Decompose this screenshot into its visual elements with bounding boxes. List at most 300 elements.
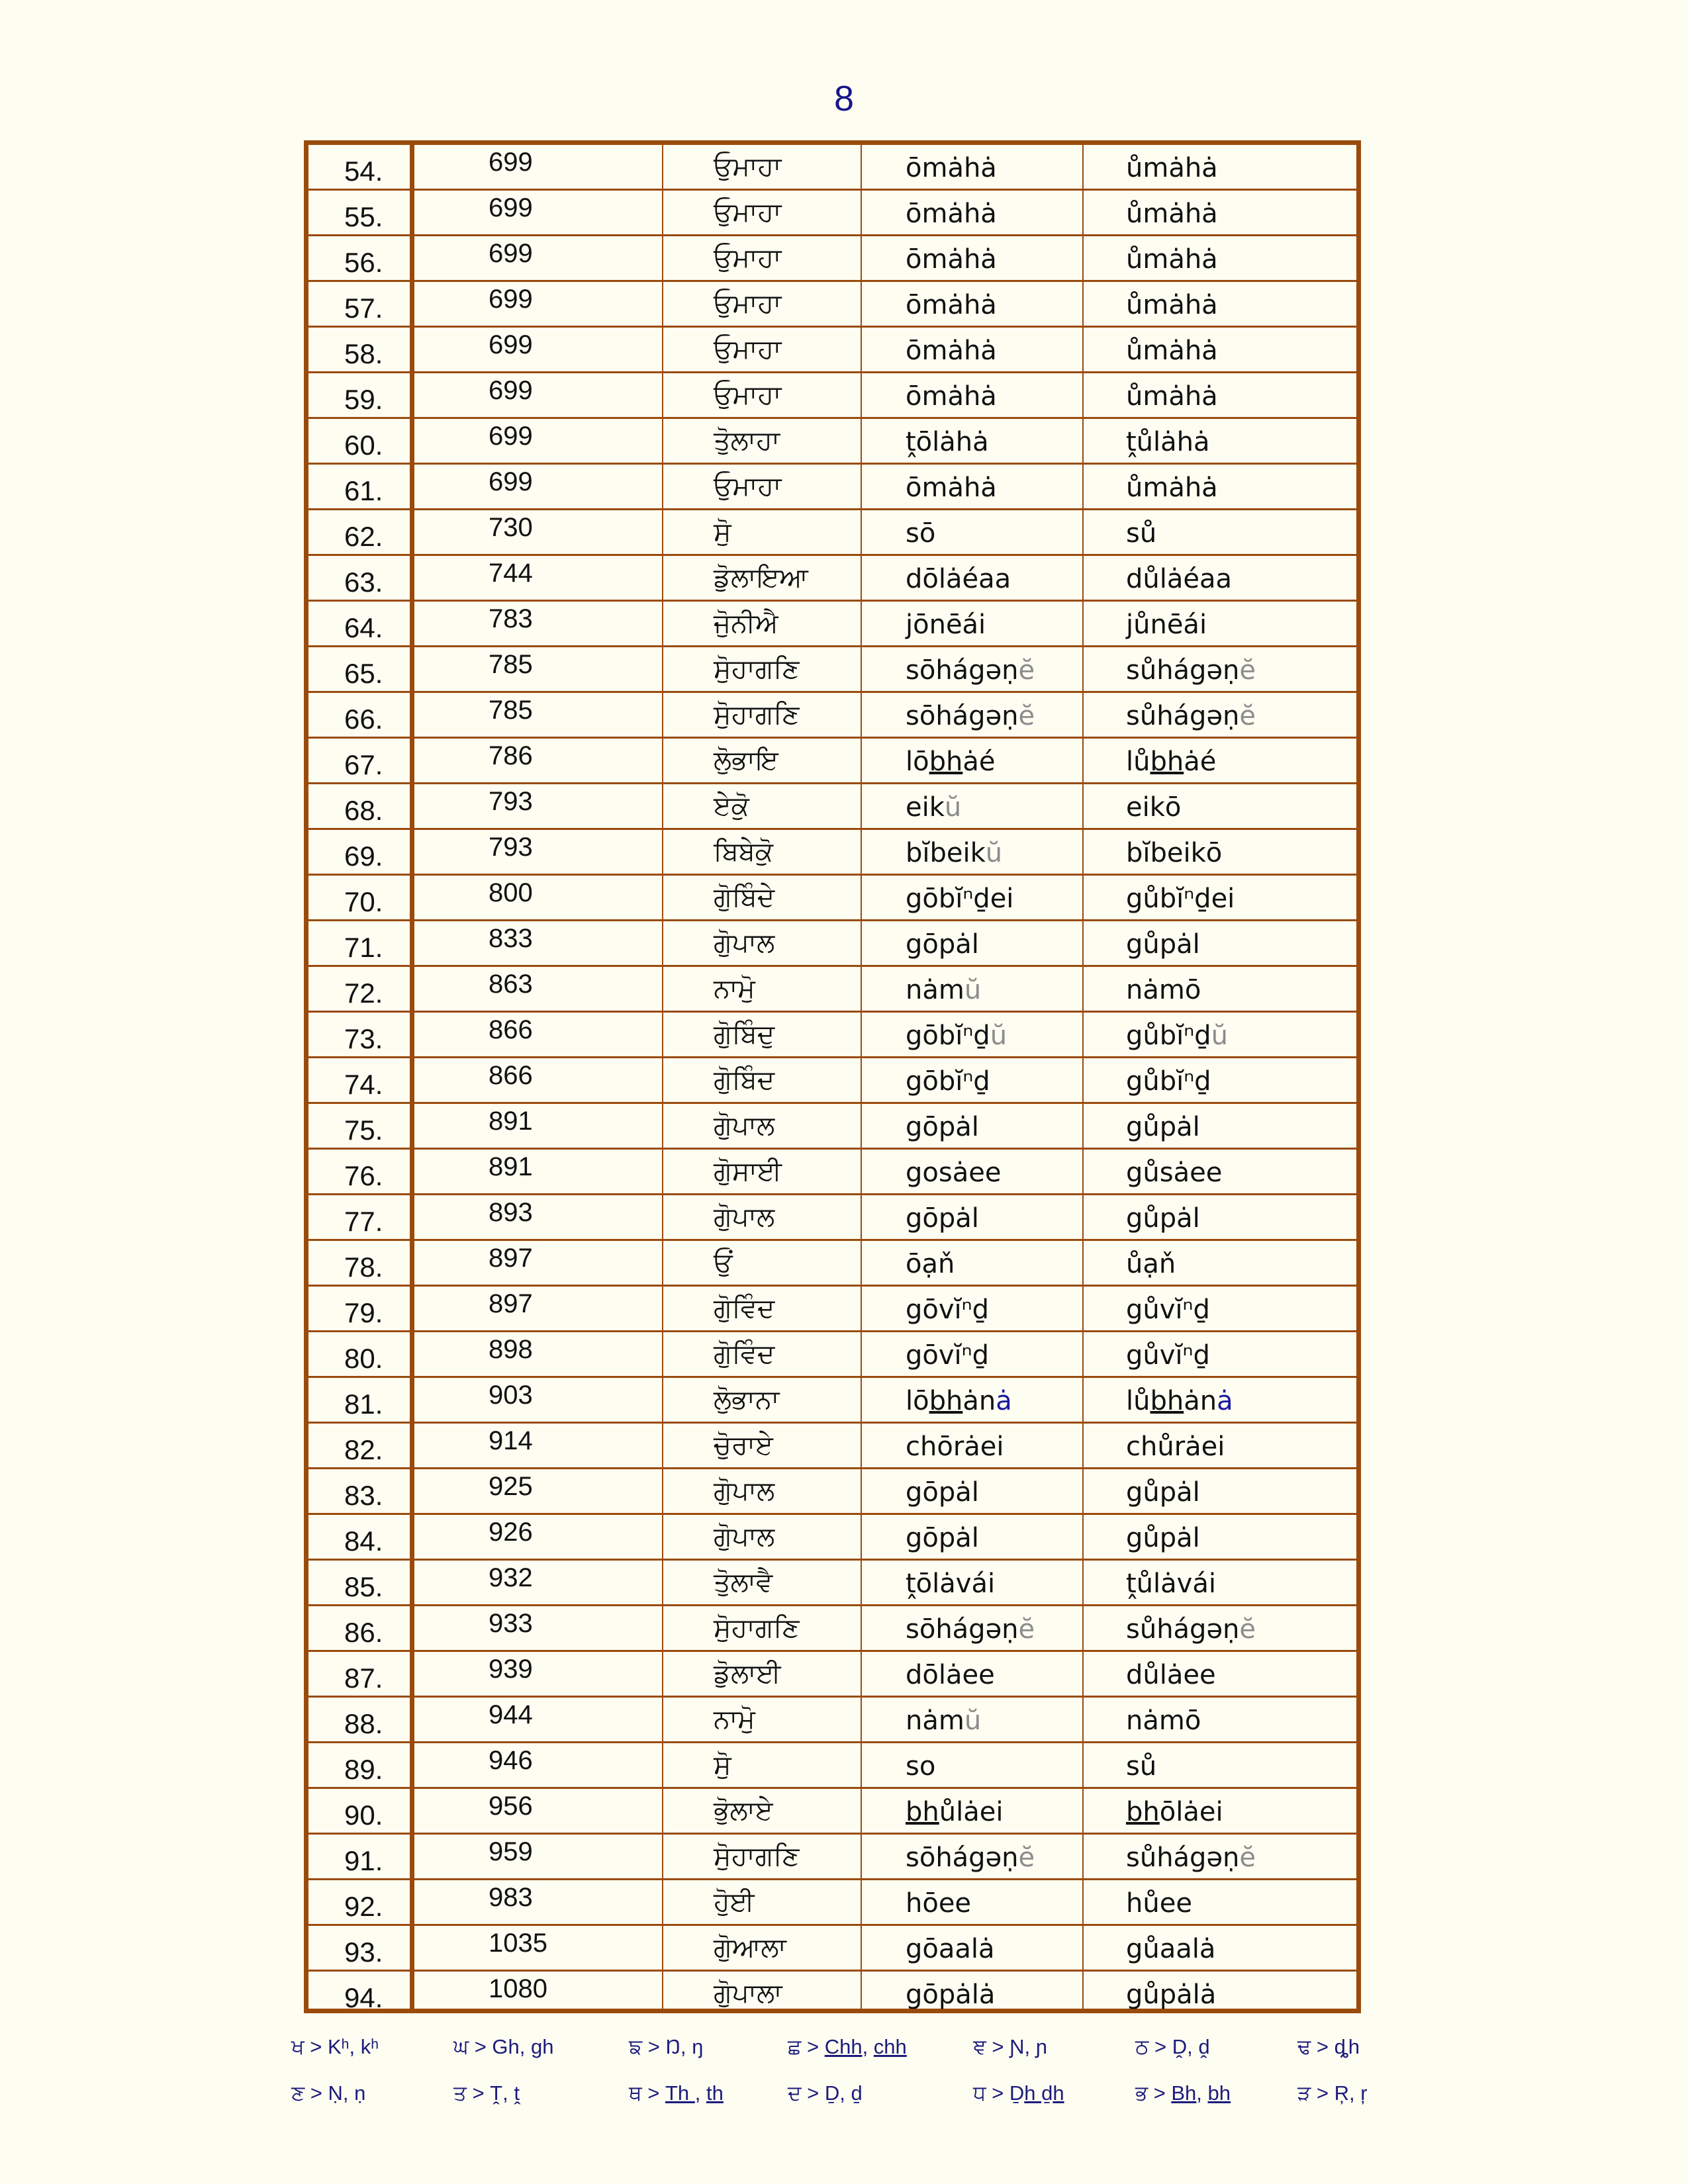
text-segment: sōhágəṇ	[906, 1614, 1019, 1645]
gurmukhi-word: ਓੁਮਾਹਾ	[663, 236, 862, 280]
page-reference: 914	[414, 1424, 663, 1467]
gurmukhi-word: ਜੋੁਨੀਐ	[663, 602, 862, 645]
gurmukhi-word: ਗੋੁਪਾਲਾ	[663, 1972, 862, 2009]
serial-number: 67.	[308, 739, 414, 782]
text-segment: ōlȧei	[1159, 1797, 1223, 1827]
page-reference: 783	[414, 602, 663, 645]
gurmukhi-word: ਸੋੁਹਾਗਣਿ	[663, 647, 862, 691]
serial-number: 68.	[308, 784, 414, 828]
gurmukhi-word: ਗੋੁਆਲਾ	[663, 1926, 862, 1970]
text-segment: ŭ	[944, 792, 962, 823]
gurmukhi-word: ਡੋੁਲਾਈ	[663, 1652, 862, 1696]
text-segment: ōmȧhȧ	[906, 381, 997, 412]
page-reference: 699	[414, 145, 663, 189]
text-segment: so	[906, 1751, 936, 1782]
serial-number: 86.	[308, 1606, 414, 1650]
transliteration-alternate	[1084, 1835, 1356, 1878]
text-segment: dōlȧéaa	[906, 564, 1011, 594]
gurmukhi-word: ਚੋੁਰਾਏ	[663, 1424, 862, 1467]
text-segment: bh	[906, 1797, 939, 1827]
text-segment: hůee	[1126, 1888, 1192, 1919]
legend-item	[1297, 2035, 1360, 2060]
legend-gurmukhi: ਛ	[788, 2035, 802, 2058]
text-segment: gůpȧl	[1126, 1477, 1200, 1508]
transliteration-primary	[862, 465, 1084, 508]
table-row	[308, 784, 1356, 830]
transliteration-alternate	[1084, 1195, 1356, 1239]
page-reference: 1080	[414, 1972, 663, 2009]
table-row	[308, 282, 1356, 328]
table-row	[308, 373, 1356, 419]
transliteration-primary	[862, 1195, 1084, 1239]
text-segment: gůbĭⁿḏei	[1126, 884, 1235, 914]
legend-gurmukhi: ਣ	[291, 2081, 305, 2105]
transliteration-alternate	[1084, 1652, 1356, 1696]
serial-number: 56.	[308, 236, 414, 280]
serial-number: 57.	[308, 282, 414, 326]
serial-number: 89.	[308, 1743, 414, 1787]
text-segment: lů	[1126, 747, 1150, 777]
page-reference: 898	[414, 1332, 663, 1376]
table-row	[308, 1150, 1356, 1195]
text-segment: lů	[1126, 1386, 1150, 1416]
gurmukhi-word: ਤੋੁਲਾਵੈ	[663, 1561, 862, 1604]
table-row	[308, 1743, 1356, 1789]
transliteration-primary	[862, 328, 1084, 371]
page-reference: 891	[414, 1150, 663, 1193]
transliteration-primary	[862, 1287, 1084, 1330]
legend-gurmukhi: ਘ	[453, 2035, 469, 2058]
text-segment: ĕ	[1239, 1843, 1256, 1873]
gurmukhi-word: ਓੁਮਾਹਾ	[663, 145, 862, 189]
transliteration-primary	[862, 236, 1084, 280]
gurmukhi-word: ਗੋੁਬਿੰਦੇ	[663, 876, 862, 919]
transliteration-primary	[862, 1835, 1084, 1878]
text-segment: h	[1053, 2081, 1064, 2105]
transliteration-primary	[862, 1789, 1084, 1833]
transliteration-primary	[862, 1332, 1084, 1376]
page-reference: 785	[414, 693, 663, 737]
transliteration-primary	[862, 1378, 1084, 1422]
legend-gurmukhi: ਞ	[973, 2035, 986, 2058]
transliteration-alternate	[1084, 1606, 1356, 1650]
page-reference: 699	[414, 419, 663, 463]
text-segment: sōhágəṇ	[906, 655, 1019, 686]
page-reference: 793	[414, 830, 663, 874]
serial-number: 94.	[308, 1972, 414, 2009]
transliteration-alternate	[1084, 1332, 1356, 1376]
text-segment: gůbĭⁿḏ	[1126, 1021, 1211, 1051]
text-segment: sō	[906, 518, 936, 549]
table-row	[308, 1104, 1356, 1150]
legend-item	[973, 2035, 1047, 2060]
table-row	[308, 1835, 1356, 1880]
gurmukhi-word: ਨਾਮੋੁ	[663, 1698, 862, 1741]
serial-number: 60.	[308, 419, 414, 463]
text-segment: sůhágəṇ	[1126, 655, 1240, 686]
transliteration-alternate	[1084, 282, 1356, 326]
text-segment: ůlȧei	[939, 1797, 1004, 1827]
transliteration-primary	[862, 1880, 1084, 1924]
text-segment: ĕ	[1239, 655, 1256, 686]
text-segment: gůpȧl	[1126, 1203, 1200, 1234]
transliteration-primary	[862, 1652, 1084, 1696]
transliteration-primary	[862, 876, 1084, 919]
text-segment: důlȧéaa	[1126, 564, 1232, 594]
page-reference: 939	[414, 1652, 663, 1696]
text-segment: sů	[1126, 1751, 1157, 1782]
transliteration-alternate	[1084, 1515, 1356, 1559]
text-segment: ,	[694, 2081, 707, 2105]
text-segment: gōpȧl	[906, 1203, 979, 1234]
transliteration-alternate	[1084, 784, 1356, 828]
serial-number: 93.	[308, 1926, 414, 1970]
text-segment: gůpȧlȧ	[1126, 1979, 1217, 2010]
text-segment: > Gh, gh	[469, 2035, 554, 2058]
serial-number: 81.	[308, 1378, 414, 1422]
transliteration-alternate	[1084, 1926, 1356, 1970]
text-segment: ōmȧhȧ	[906, 290, 997, 320]
table-row	[308, 419, 1356, 465]
legend-gurmukhi: ਠ	[1135, 2035, 1149, 2058]
table-row	[308, 328, 1356, 373]
legend-item	[973, 2081, 1064, 2106]
text-segment: gůbĭⁿḏ	[1126, 1066, 1211, 1097]
serial-number: 69.	[308, 830, 414, 874]
table-row	[308, 830, 1356, 876]
legend-item	[291, 2081, 365, 2106]
serial-number: 63.	[308, 556, 414, 600]
table-row	[308, 556, 1356, 602]
table-row	[308, 739, 1356, 784]
text-segment: ȧ	[1217, 1386, 1233, 1416]
gurmukhi-word: ਸੋੁ	[663, 510, 862, 554]
transliteration-primary	[862, 373, 1084, 417]
transliteration-primary	[862, 1926, 1084, 1970]
gurmukhi-word: ਗੋੁਸਾਈ	[663, 1150, 862, 1193]
text-segment: > Ŗ, ŗ	[1311, 2081, 1368, 2105]
table-row	[308, 602, 1356, 647]
text-segment: gůpȧl	[1126, 1112, 1200, 1142]
gurmukhi-word: ਸੋੁਹਾਗਣਿ	[663, 1606, 862, 1650]
table-row	[308, 1789, 1356, 1835]
gurmukhi-word: ਏਕੋੁ	[663, 784, 862, 828]
text-segment: ůmȧhȧ	[1126, 381, 1218, 412]
text-segment: gōvĭⁿḏ	[906, 1295, 989, 1325]
page-reference: 893	[414, 1195, 663, 1239]
page-reference: 897	[414, 1241, 663, 1285]
transliteration-primary	[862, 739, 1084, 782]
text-segment: sůhágəṇ	[1126, 701, 1240, 731]
transliteration-alternate	[1084, 556, 1356, 600]
serial-number: 75.	[308, 1104, 414, 1148]
table-row	[308, 647, 1356, 693]
page-reference: 699	[414, 465, 663, 508]
text-segment: důlȧee	[1126, 1660, 1216, 1690]
text-segment: ŭ	[1211, 1021, 1228, 1051]
table-row	[308, 693, 1356, 739]
text-segment: ȧé	[962, 747, 996, 777]
serial-number: 82.	[308, 1424, 414, 1467]
text-segment: sōhágəṇ	[906, 701, 1019, 731]
transliteration-alternate	[1084, 830, 1356, 874]
text-segment: gōpȧl	[906, 1112, 979, 1142]
text-segment: gōpȧl	[906, 1477, 979, 1508]
table-row	[308, 1241, 1356, 1287]
gurmukhi-word: ਗੋੁਵਿੰਦ	[663, 1332, 862, 1376]
gurmukhi-word: ਨਾਮੋੁ	[663, 967, 862, 1011]
text-segment: jůnēái	[1126, 610, 1207, 640]
text-segment: ȧé	[1184, 747, 1217, 777]
text-segment: ůmȧhȧ	[1126, 244, 1218, 275]
legend-gurmukhi: ਙ	[629, 2035, 643, 2058]
page-reference: 699	[414, 373, 663, 417]
text-segment: bh	[1126, 1797, 1160, 1827]
table-row	[308, 1515, 1356, 1561]
transliteration-alternate	[1084, 921, 1356, 965]
table-row	[308, 1013, 1356, 1058]
text-segment: Chh	[824, 2035, 863, 2058]
legend-item	[1135, 2035, 1210, 2060]
transliteration-alternate	[1084, 236, 1356, 280]
table-row	[308, 1606, 1356, 1652]
page-reference: 897	[414, 1287, 663, 1330]
transliteration-alternate	[1084, 191, 1356, 234]
text-segment: > Ṇ, ṇ	[305, 2081, 366, 2105]
page-reference: 699	[414, 191, 663, 234]
transliteration-primary	[862, 419, 1084, 463]
table-row	[308, 1469, 1356, 1515]
transliteration-alternate	[1084, 1743, 1356, 1787]
serial-number: 62.	[308, 510, 414, 554]
text-segment: ĕ	[1018, 1843, 1035, 1873]
transliteration-alternate	[1084, 465, 1356, 508]
page-reference: 800	[414, 876, 663, 919]
text-segment: nȧmō	[1126, 975, 1201, 1005]
table-row	[308, 967, 1356, 1013]
transliteration-alternate	[1084, 1241, 1356, 1285]
table-row	[308, 1195, 1356, 1241]
transliteration-primary	[862, 1013, 1084, 1056]
text-segment: gůpȧl	[1126, 929, 1200, 960]
transliteration-alternate	[1084, 602, 1356, 645]
text-segment: >	[1148, 2081, 1172, 2105]
serial-number: 64.	[308, 602, 414, 645]
text-segment: ŭ	[964, 1706, 982, 1736]
serial-number: 92.	[308, 1880, 414, 1924]
text-segment: ůmȧhȧ	[1126, 153, 1218, 183]
serial-number: 65.	[308, 647, 414, 691]
table-row	[308, 510, 1356, 556]
transliteration-alternate	[1084, 510, 1356, 554]
transliteration-alternate	[1084, 1150, 1356, 1193]
text-segment: chůrȧei	[1126, 1432, 1225, 1462]
text-segment: > Ḓ, ḓ	[1149, 2035, 1210, 2058]
text-segment: chōrȧei	[906, 1432, 1004, 1462]
transliteration-primary	[862, 967, 1084, 1011]
transliteration-alternate	[1084, 1972, 1356, 2009]
legend-gurmukhi: ਥ	[629, 2081, 642, 2105]
text-segment: > ȡh	[1311, 2035, 1360, 2058]
gurmukhi-word: ਓੁਮਾਹਾ	[663, 465, 862, 508]
text-segment: ōmȧhȧ	[906, 473, 997, 503]
text-segment: ĕ	[1018, 655, 1035, 686]
gurmukhi-word: ਬਿਬੇਕੋੁ	[663, 830, 862, 874]
gurmukhi-word: ਓੁਮਾਹਾ	[663, 373, 862, 417]
legend-item	[1135, 2081, 1231, 2106]
serial-number: 77.	[308, 1195, 414, 1239]
text-segment: gōbĭⁿḏei	[906, 884, 1014, 914]
page-reference: 866	[414, 1058, 663, 1102]
text-segment: gůvĭⁿḏ	[1126, 1295, 1210, 1325]
transliteration-primary	[862, 1058, 1084, 1102]
text-segment: ṱůlȧvái	[1126, 1569, 1216, 1599]
gurmukhi-word: ਓੁਂ	[663, 1241, 862, 1285]
text-segment: gosȧee	[906, 1158, 1002, 1188]
transliteration-alternate	[1084, 693, 1356, 737]
serial-number: 71.	[308, 921, 414, 965]
transliteration-primary	[862, 1469, 1084, 1513]
transliteration-alternate	[1084, 145, 1356, 189]
serial-number: 90.	[308, 1789, 414, 1833]
gurmukhi-word: ਓੁਮਾਹਾ	[663, 328, 862, 371]
table-row	[308, 145, 1356, 191]
legend-item	[1297, 2081, 1368, 2106]
transliteration-primary	[862, 1972, 1084, 2009]
page-reference: 786	[414, 739, 663, 782]
page-reference: 903	[414, 1378, 663, 1422]
transliteration-alternate	[1084, 1424, 1356, 1467]
transliteration-primary	[862, 1241, 1084, 1285]
text-segment: gōpȧlȧ	[906, 1979, 996, 2010]
text-segment: h	[1024, 2081, 1042, 2105]
serial-number: 78.	[308, 1241, 414, 1285]
transliteration-alternate	[1084, 1561, 1356, 1604]
page-reference: 793	[414, 784, 663, 828]
transliteration-primary	[862, 693, 1084, 737]
table-row	[308, 1561, 1356, 1606]
text-segment: ṱōlȧhȧ	[906, 427, 989, 457]
page-reference: 925	[414, 1469, 663, 1513]
text-segment: sůhágəṇ	[1126, 1614, 1240, 1645]
text-segment: gōvĭⁿḏ	[906, 1340, 989, 1371]
transliteration-alternate	[1084, 967, 1356, 1011]
transliteration-alternate	[1084, 328, 1356, 371]
text-segment: > Ḏ, ḏ	[801, 2081, 863, 2105]
serial-number: 59.	[308, 373, 414, 417]
legend-item	[629, 2081, 724, 2106]
text-segment: ůmȧhȧ	[1126, 290, 1218, 320]
serial-number: 84.	[308, 1515, 414, 1559]
text-segment: gůpȧl	[1126, 1523, 1200, 1553]
table-row	[308, 1698, 1356, 1743]
text-segment: bĭbeikō	[1126, 838, 1223, 868]
legend-item	[453, 2035, 553, 2060]
transliteration-primary	[862, 282, 1084, 326]
text-segment: ŭ	[964, 975, 982, 1005]
text-segment: nȧm	[906, 1706, 964, 1736]
serial-number: 54.	[308, 145, 414, 189]
page-reference: 863	[414, 967, 663, 1011]
text-segment: ůmȧhȧ	[1126, 473, 1218, 503]
table-row	[308, 1058, 1356, 1104]
text-segment: gōbĭⁿḏ	[906, 1021, 990, 1051]
table-row	[308, 1332, 1356, 1378]
text-segment: gōbĭⁿḏ	[906, 1066, 990, 1097]
page-reference: 699	[414, 328, 663, 371]
gurmukhi-word: ਸੋੁਹਾਗਣਿ	[663, 693, 862, 737]
transliteration-primary	[862, 1743, 1084, 1787]
gurmukhi-word: ਓੁਮਾਹਾ	[663, 282, 862, 326]
text-segment: ȧn	[1184, 1386, 1217, 1416]
page-reference: 1035	[414, 1926, 663, 1970]
gurmukhi-word: ਹੋੁਈ	[663, 1880, 862, 1924]
page-reference: 932	[414, 1561, 663, 1604]
text-segment: hōee	[906, 1888, 972, 1919]
table-row	[308, 1972, 1356, 2013]
text-segment: gōaalȧ	[906, 1934, 995, 1964]
serial-number: 58.	[308, 328, 414, 371]
transliteration-primary	[862, 510, 1084, 554]
text-segment: gůvĭⁿḏ	[1126, 1340, 1210, 1371]
transliteration-alternate	[1084, 1013, 1356, 1056]
page-reference: 959	[414, 1835, 663, 1878]
text-segment: ōạň	[906, 1249, 955, 1279]
table-row	[308, 876, 1356, 921]
transliteration-primary	[862, 1104, 1084, 1148]
table-row	[308, 191, 1356, 236]
page-number: 8	[833, 79, 855, 118]
text-segment: sů	[1126, 518, 1157, 549]
page-reference: 833	[414, 921, 663, 965]
page-reference: 926	[414, 1515, 663, 1559]
table-row	[308, 1926, 1356, 1972]
text-segment: Th	[665, 2081, 695, 2105]
serial-number: 61.	[308, 465, 414, 508]
legend-item	[788, 2035, 907, 2060]
legend-item	[788, 2081, 863, 2106]
serial-number: 85.	[308, 1561, 414, 1604]
transliteration-alternate	[1084, 1880, 1356, 1924]
gurmukhi-word: ਗੋੁਪਾਲ	[663, 1469, 862, 1513]
transliteration-alternate	[1084, 419, 1356, 463]
text-segment: ĕ	[1239, 1614, 1256, 1645]
serial-number: 83.	[308, 1469, 414, 1513]
transliteration-alternate	[1084, 1058, 1356, 1102]
transliteration-primary	[862, 784, 1084, 828]
table-row	[308, 465, 1356, 510]
text-segment: > Ḏ	[986, 2081, 1025, 2105]
table-row	[308, 1424, 1356, 1469]
transliteration-primary	[862, 145, 1084, 189]
legend-gurmukhi: ਭ	[1135, 2081, 1149, 2105]
legend-gurmukhi: ੜ	[1297, 2081, 1311, 2105]
legend-gurmukhi: ਧ	[973, 2081, 986, 2105]
text-segment: th	[706, 2081, 724, 2105]
transliteration-primary	[862, 556, 1084, 600]
transliteration-primary	[862, 830, 1084, 874]
text-segment: ȧ	[996, 1386, 1012, 1416]
page-reference: 933	[414, 1606, 663, 1650]
text-segment: sůhágəṇ	[1126, 1843, 1240, 1873]
text-segment: ṱůlȧhȧ	[1126, 427, 1210, 457]
transliteration-primary	[862, 1150, 1084, 1193]
gurmukhi-word: ਭੋੁਲਾਏ	[663, 1789, 862, 1833]
text-segment: ōmȧhȧ	[906, 244, 997, 275]
text-segment: > Kʰ, kʰ	[304, 2035, 379, 2058]
text-segment: ůạň	[1126, 1249, 1176, 1279]
page-reference: 785	[414, 647, 663, 691]
